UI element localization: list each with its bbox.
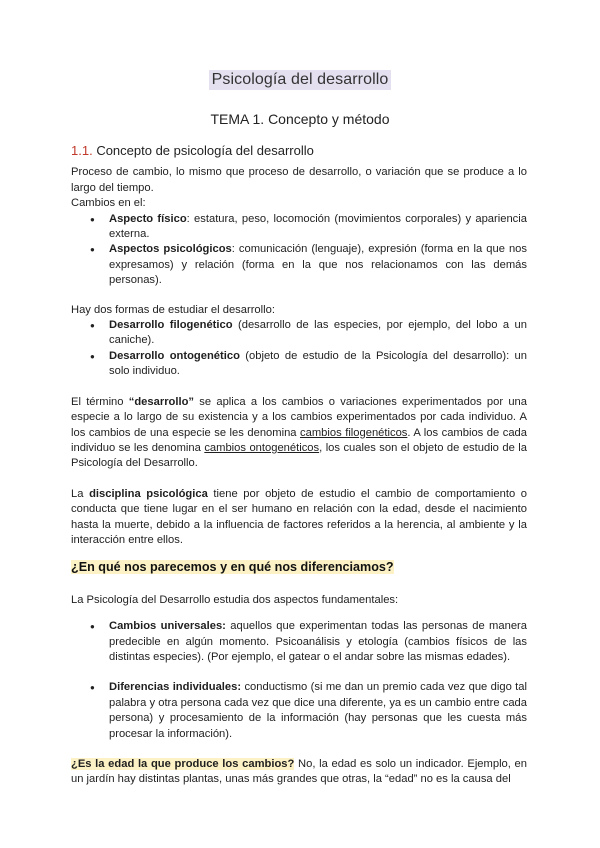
text-span: se aplica a los cambios o variaciones experimentados por una especie a lo largo de su existencia y a los cambios experimentados por cada individuo. A los cambios de una especie se les denomina	[71, 395, 527, 439]
bold-term: “desarrollo”	[128, 395, 195, 408]
section-title: Concepto de psicología del desarrollo	[96, 143, 314, 158]
cambios-label: Cambios en el:	[71, 197, 146, 210]
document-title: Psicología del desarrollo	[209, 70, 392, 90]
question-text: ¿En qué nos parecemos y en qué nos diferenciamos?	[71, 560, 394, 575]
item-bold: Desarrollo filogenético	[109, 319, 233, 332]
aspectos-label: La Psicología del Desarrollo estudia dos aspectos fundamentales:	[71, 593, 399, 606]
text-span: , los cuales son el objeto de estudio de la Psicología del Desarrollo.	[71, 441, 527, 470]
item-text: aquellos que experimentan todas las personas de manera predecible en algún momento. Psicoanálisis y etología (cambios físicos de las distintas especies). (Por ejemplo, el gatear o el andar sobre las mismas edades).	[109, 620, 527, 663]
item-bold: Cambios universales:	[109, 620, 226, 633]
edad-paragraph	[71, 757, 527, 788]
item-text: : estatura, peso, locomoción (movimientos corporales) y apariencia externa.	[109, 212, 527, 241]
question-text: ¿Es la edad la que produce los cambios?	[71, 758, 295, 770]
item-bold: Desarrollo ontogenético	[109, 349, 240, 362]
item-text: : comunicación (lenguaje), expresión (forma en la que nos expresamos) y relación (forma en la que nos relacionamos con las demás personas).	[109, 243, 527, 287]
text-span: No, la edad es solo un indicador. Ejemplo, en un jardín hay distintas plantas, unas más grandes que otras, la “edad” no es la causa del	[71, 758, 527, 786]
question-heading-1	[71, 560, 527, 576]
list-item	[109, 212, 527, 243]
list-item	[109, 619, 527, 665]
text-span: tiene por objeto de estudio el cambio de comportamiento o conducta que tiene lugar en el ser humano en relación con la edad, desde el nacimiento hasta la muerte, debido a la influencia de factores referidos a la herencia, al ambiente y la interacción entre ellos.	[71, 487, 527, 546]
formas-label: Hay dos formas de estudiar el desarrollo:	[71, 303, 275, 316]
title-wrap	[0, 70, 600, 90]
underlined-term: cambios ontogenéticos	[204, 441, 320, 454]
content	[71, 143, 527, 788]
item-bold: Aspecto físico	[109, 212, 187, 225]
termino-paragraph	[71, 395, 527, 472]
item-bold: Aspectos psicológicos	[109, 243, 232, 256]
list-item	[109, 242, 527, 288]
bold-term: disciplina psicológica	[89, 487, 208, 500]
section-number: 1.1.	[71, 143, 93, 158]
text-span: El término	[71, 395, 129, 408]
item-text: (desarrollo de las especies, por ejemplo, del lobo a un caniche).	[109, 319, 527, 347]
text-span: . A los cambios de cada individuo se les denomina	[71, 426, 527, 454]
section-heading	[71, 143, 527, 158]
underlined-term: cambios filogenéticos	[300, 426, 408, 439]
item-bold: Diferencias individuales:	[109, 681, 242, 694]
cambios-list	[71, 212, 527, 289]
aspectos-list	[71, 619, 527, 742]
disciplina-paragraph	[71, 487, 527, 549]
intro-paragraph: Proceso de cambio, lo mismo que proceso de desarrollo, o variación que se produce a lo largo del tiempo.	[71, 166, 527, 194]
list-item	[109, 318, 527, 349]
item-text: conductismo (si me dan un premio cada vez que digo tal palabra y otra persona cada vez que dice una diferente, ya es un cambio entre cada persona) y procesamiento de la información (hay personas que les cuesta más procesar la información).	[109, 681, 527, 740]
tema-heading: TEMA 1. Concepto y método	[210, 111, 390, 127]
formas-list	[71, 318, 527, 380]
item-text: (objeto de estudio de la Psicología del desarrollo): un solo individuo.	[109, 349, 527, 378]
text-span: La	[71, 487, 90, 500]
list-item	[109, 349, 527, 380]
list-item	[109, 680, 527, 742]
